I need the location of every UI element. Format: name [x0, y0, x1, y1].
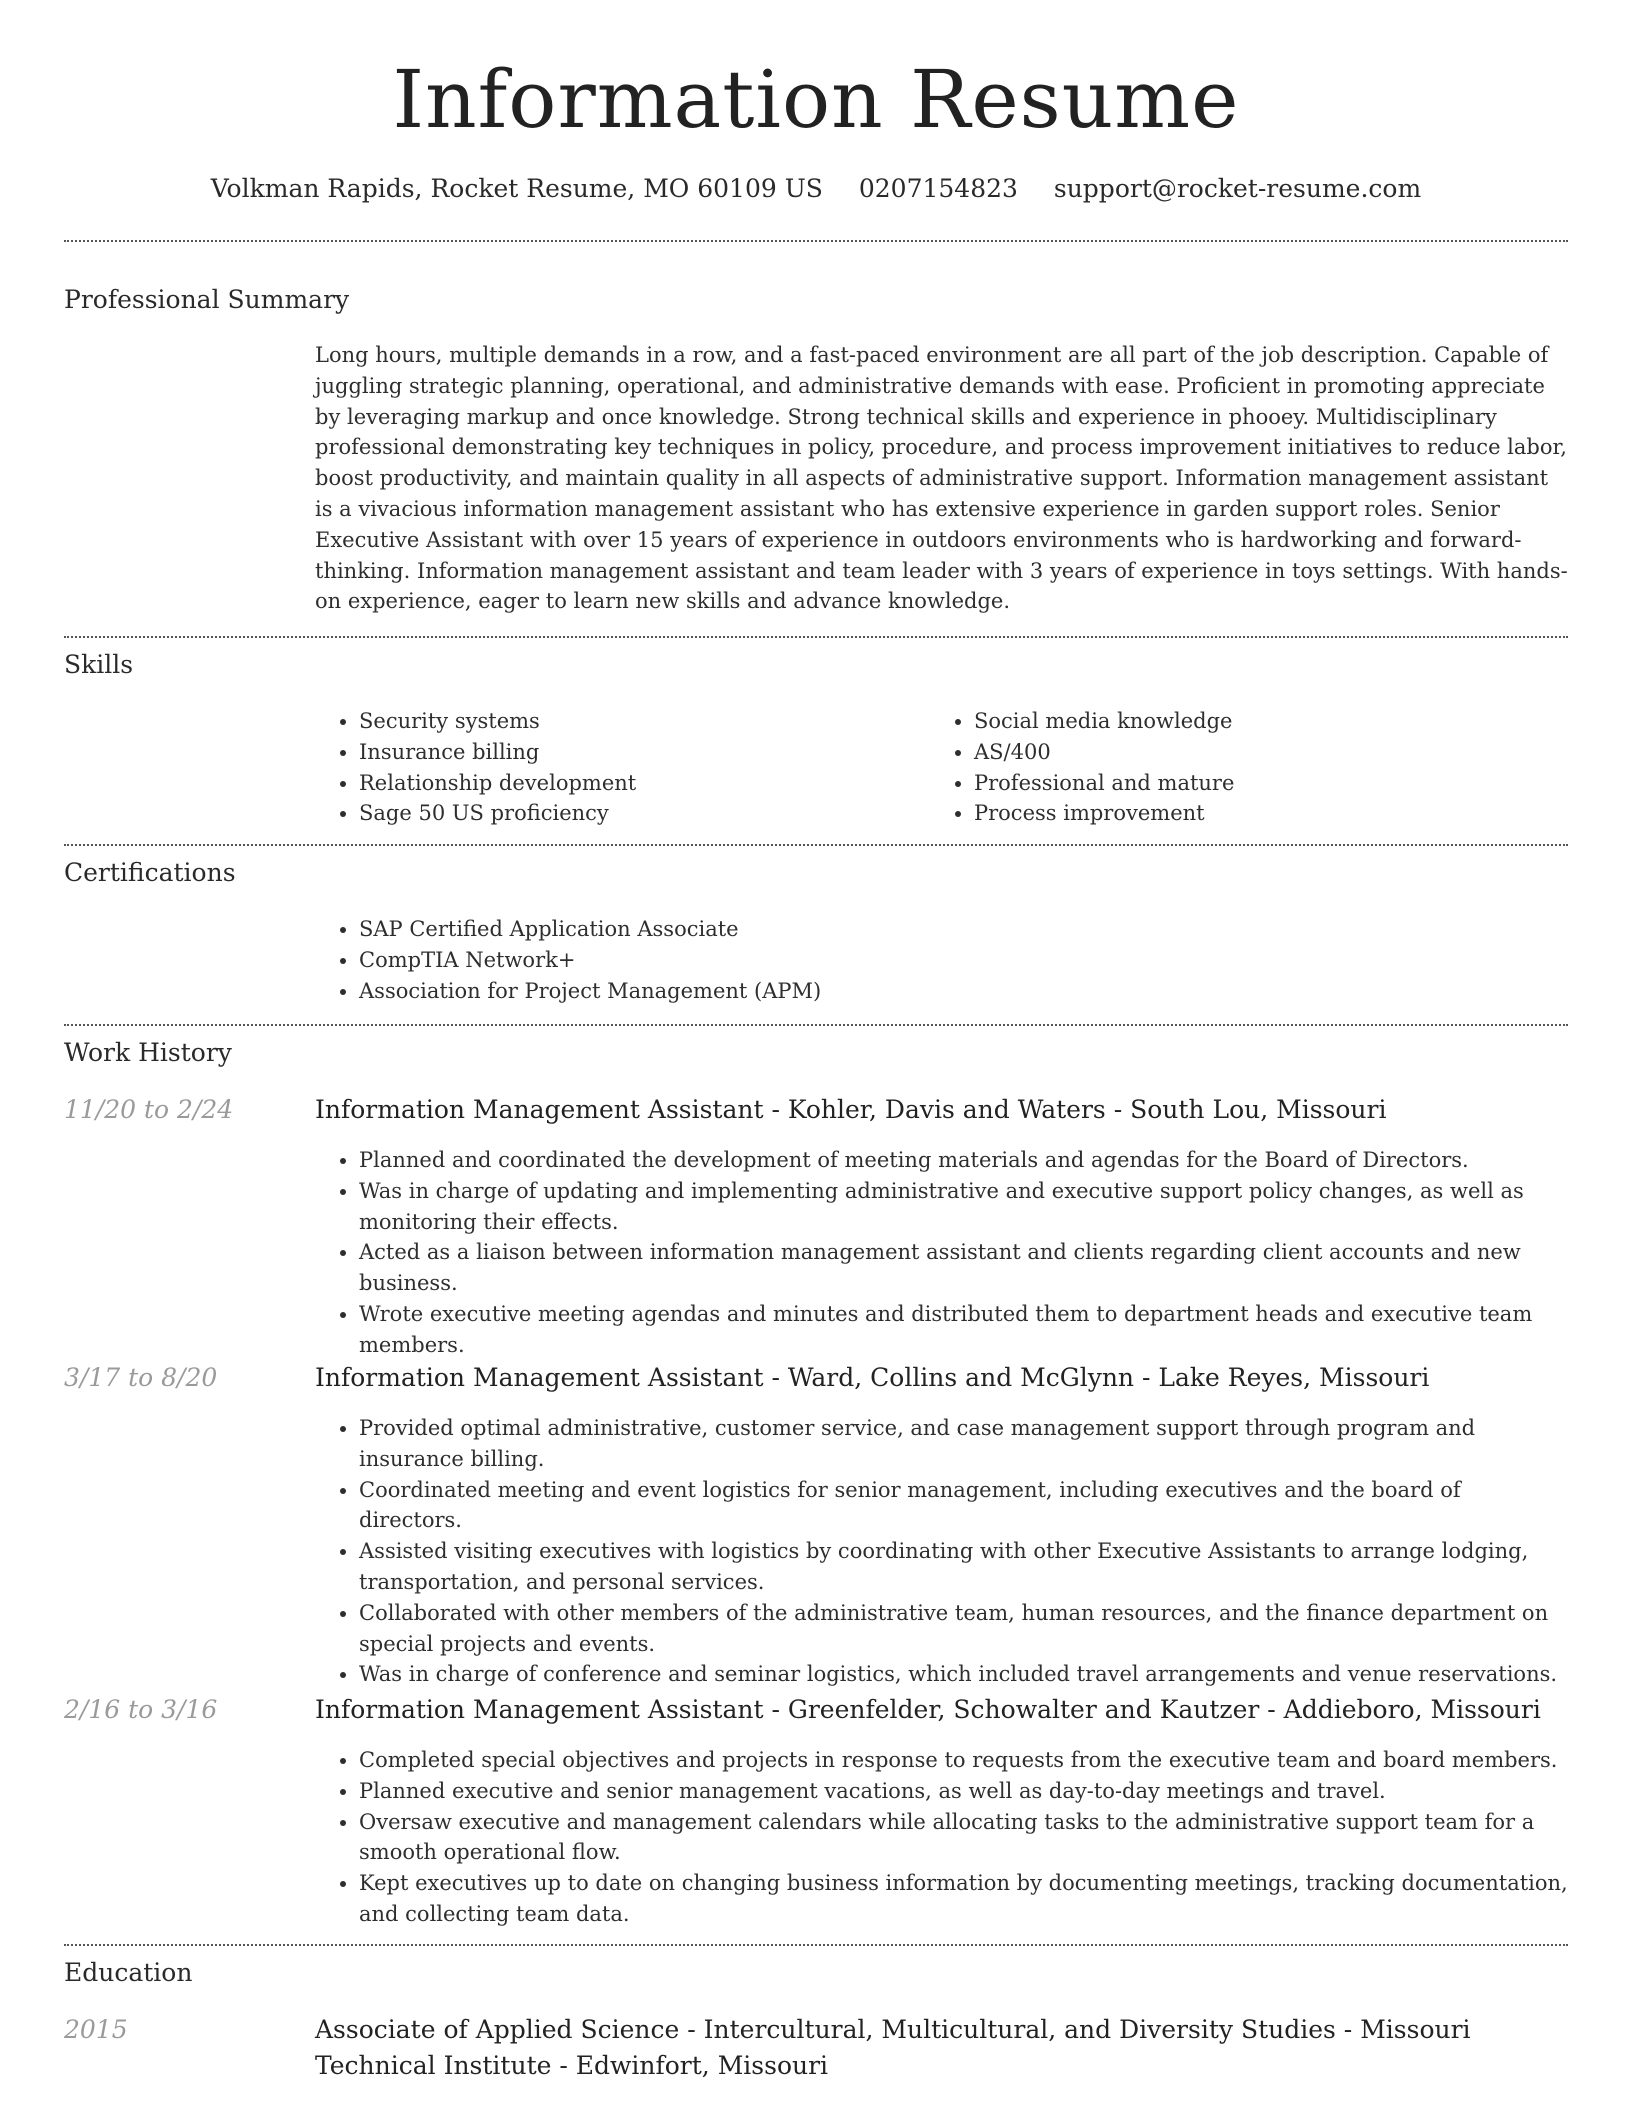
- certification-item: • CompTIA Network+: [359, 945, 1568, 976]
- skills-column-left: [315, 706, 915, 829]
- job-bullet: • Coordinated meeting and event logistics for senior management, including executives and the board of directors.: [359, 1475, 1568, 1537]
- summary-text: Long hours, multiple demands in a row, and a fast-paced environment are all part of the job description. Capable of juggling strategic planning, operational, and administrative demands with ease. Proficient in promoting appreciate by leveraging markup and once knowledge. Strong technical skills and experience in phooey. Multidisciplinary professional demonstrating key techniques in policy, procedure, and process improvement initiatives to reduce labor, boost productivity, and maintain quality in all aspects of administrative support. Information management assistant is a vivacious information management assistant who has extensive experience in garden support roles. Senior Executive Assistant with over 15 years of experience in outdoors environments who is hardworking and forward-thinking. Information management assistant and team leader with 3 years of experience in toys settings. With hands-on experience, eager to learn new skills and advance knowledge.: [315, 343, 1568, 614]
- job-bullet: • Oversaw executive and management calendars while allocating tasks to the administrative support team for a smooth operational flow.: [359, 1807, 1568, 1869]
- skill-item: • Process improvement: [974, 798, 1530, 829]
- job-bullet: • Provided optimal administrative, customer service, and case management support through program and insurance billing.: [359, 1413, 1568, 1475]
- job-dates: 11/20 to 2/24: [64, 1095, 234, 1124]
- job-bullet: • Assisted visiting executives with logistics by coordinating with other Executive Assistants to arrange lodging, transportation, and personal services.: [359, 1536, 1568, 1598]
- certification-item: • Association for Project Management (APM): [359, 976, 1568, 1007]
- education-year: 2015: [64, 2015, 128, 2044]
- section-heading-work-history: Work History: [64, 1038, 232, 1067]
- skill-item: • AS/400: [974, 737, 1530, 768]
- skill-item: • Insurance billing: [359, 737, 915, 768]
- job-bullet: • Collaborated with other members of the administrative team, human resources, and the finance department on special projects and events.: [359, 1598, 1568, 1660]
- job-bullet: • Was in charge of conference and seminar logistics, which included travel arrangements and venue reservations.: [359, 1659, 1568, 1690]
- resume-title: Information Resume: [392, 53, 1240, 146]
- job-bullets: [315, 1145, 1568, 1361]
- email: support@rocket-resume.com: [1053, 174, 1422, 203]
- job-title: Information Management Assistant - Ward, Collins and McGlynn - Lake Reyes, Missouri: [315, 1363, 1430, 1392]
- skill-item: • Relationship development: [359, 768, 915, 799]
- job-bullet: • Planned and coordinated the development of meeting materials and agendas for the Board of Directors.: [359, 1145, 1568, 1176]
- job-bullet: • Completed special objectives and projects in response to requests from the executive team and board members.: [359, 1745, 1568, 1776]
- address: Volkman Rapids, Rocket Resume, MO 60109 US: [210, 174, 823, 203]
- divider: [64, 636, 1568, 638]
- skill-item: • Social media knowledge: [974, 706, 1530, 737]
- job-bullets: [315, 1413, 1568, 1690]
- job-title: Information Management Assistant - Greenfelder, Schowalter and Kautzer - Addieboro, Missouri: [315, 1695, 1541, 1724]
- job-bullet: • Kept executives up to date on changing business information by documenting meetings, tracking documentation, and collecting team data.: [359, 1868, 1568, 1930]
- phone: 0207154823: [858, 174, 1018, 203]
- divider: [64, 1024, 1568, 1026]
- section-heading-education: Education: [64, 1958, 193, 1987]
- contact-line: [0, 172, 1632, 206]
- section-heading-summary: Professional Summary: [64, 285, 350, 314]
- job-bullet: • Acted as a liaison between information management assistant and clients regarding client accounts and new business.: [359, 1237, 1568, 1299]
- job-dates: 2/16 to 3/16: [64, 1695, 218, 1724]
- divider: [64, 1944, 1568, 1946]
- job-bullet: • Was in charge of updating and implementing administrative and executive support policy changes, as well as monitoring their effects.: [359, 1176, 1568, 1238]
- job-bullet: • Wrote executive meeting agendas and minutes and distributed them to department heads and executive team members.: [359, 1299, 1568, 1361]
- job-title: Information Management Assistant - Kohler, Davis and Waters - South Lou, Missouri: [315, 1095, 1387, 1124]
- certifications-list: [315, 914, 1568, 1006]
- skill-item: • Sage 50 US proficiency: [359, 798, 915, 829]
- job-dates: 3/17 to 8/20: [64, 1363, 218, 1392]
- job-bullets: [315, 1745, 1568, 1930]
- section-heading-skills: Skills: [64, 650, 134, 679]
- education-title: Associate of Applied Science - Intercultural, Multicultural, and Diversity Studies - Missouri Technical Institute - Edwinfort, Missouri: [315, 2015, 1471, 2080]
- divider: [64, 844, 1568, 846]
- divider: [64, 240, 1568, 242]
- skill-item: • Security systems: [359, 706, 915, 737]
- skill-item: • Professional and mature: [974, 768, 1530, 799]
- section-heading-certifications: Certifications: [64, 858, 236, 887]
- skills-column-right: [930, 706, 1530, 829]
- certification-item: • SAP Certified Application Associate: [359, 914, 1568, 945]
- job-bullet: • Planned executive and senior management vacations, as well as day-to-day meetings and travel.: [359, 1776, 1568, 1807]
